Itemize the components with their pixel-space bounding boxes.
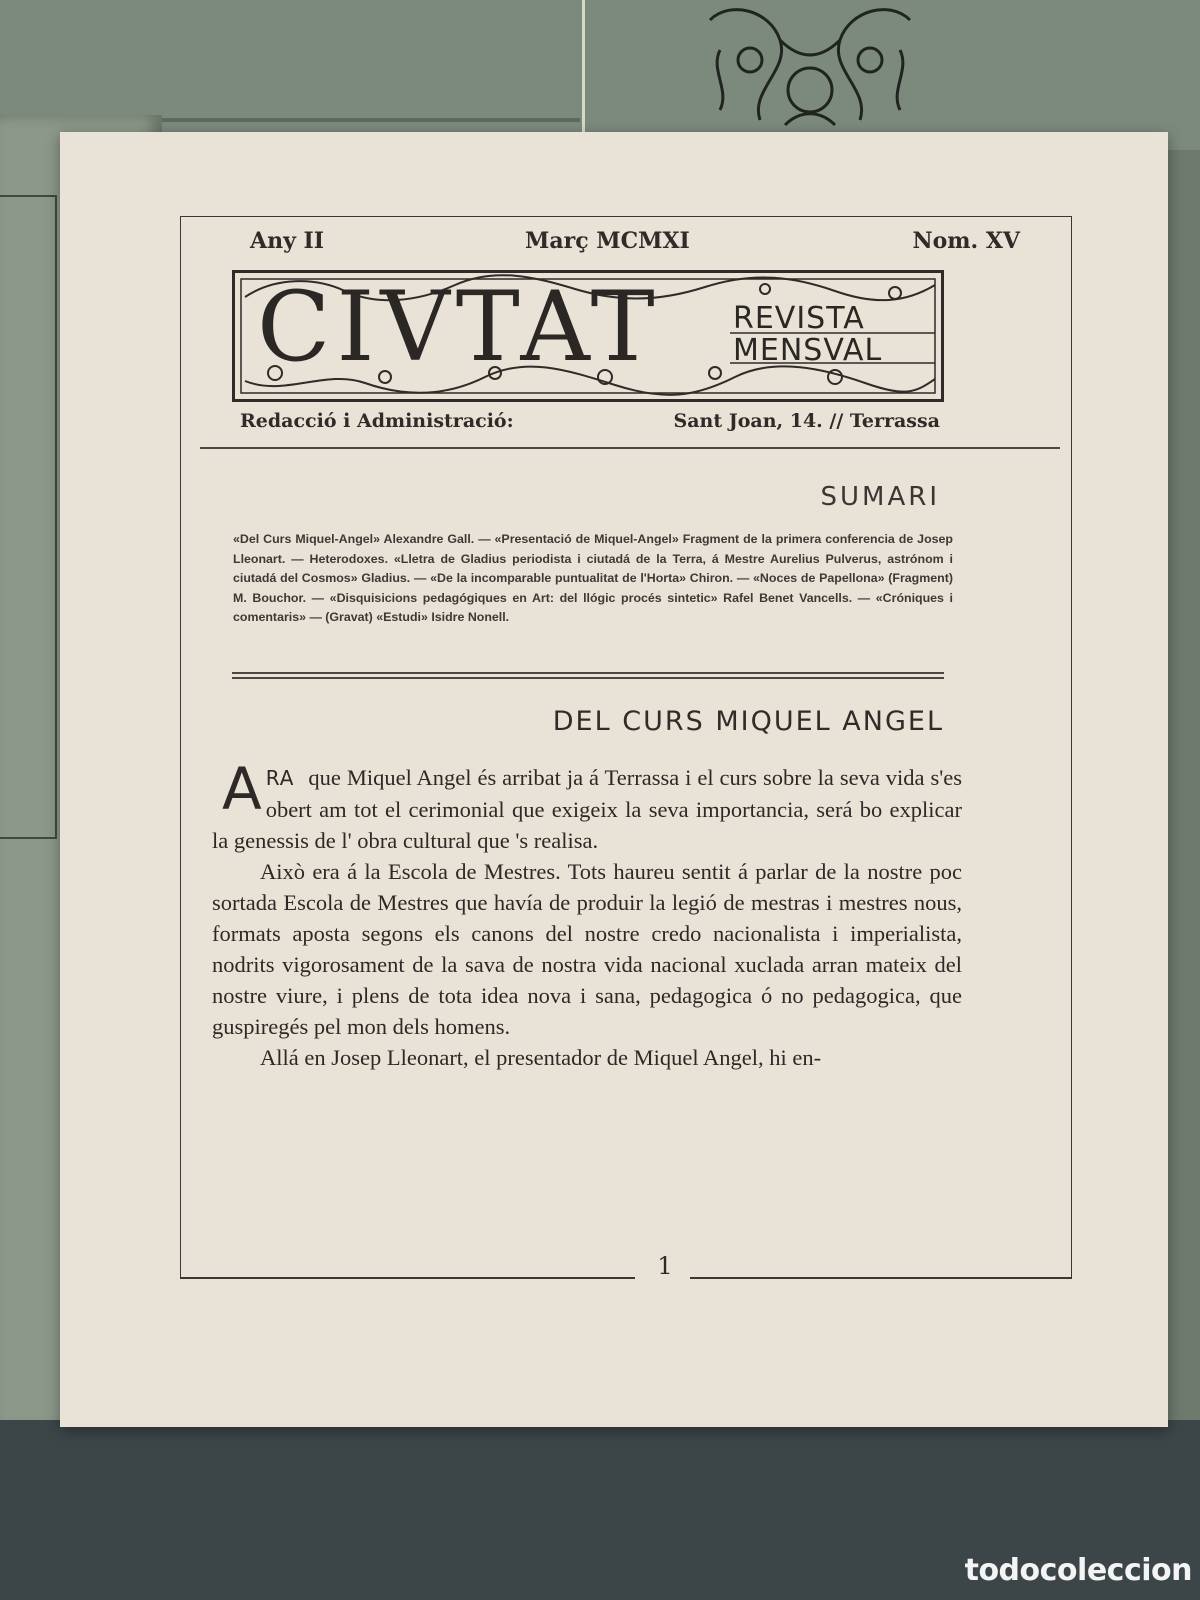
- address-street: Sant Joan, 14. // Terrassa: [673, 410, 940, 432]
- page-number: 1: [657, 1252, 673, 1280]
- footer-rule-right: [690, 1277, 1072, 1279]
- cover-seam: [582, 0, 585, 150]
- cover-frame: [0, 195, 57, 839]
- magazine-page: [60, 132, 1168, 1427]
- address-line: [240, 410, 940, 440]
- header-divider: [200, 447, 1060, 449]
- address-label: Redacció i Administració:: [240, 410, 514, 432]
- article-title: DEL CURS MIQUEL ANGEL: [552, 706, 944, 737]
- decorative-ornament-icon: [690, 0, 930, 140]
- masthead-subtitle: [733, 303, 923, 367]
- issue-header: [250, 228, 1020, 268]
- footer-rule-left: [180, 1277, 635, 1279]
- watermark: todocoleccion: [964, 1553, 1192, 1588]
- drop-cap-rest: RA: [265, 766, 295, 790]
- masthead-title: CIVTAT: [257, 271, 661, 383]
- masthead: [232, 270, 944, 402]
- drop-cap: A: [222, 755, 262, 823]
- issue-year: Any II: [250, 228, 325, 254]
- issue-number: Nom. XV: [912, 228, 1020, 254]
- issue-date: Març MCMXI: [525, 228, 690, 254]
- article-body: [212, 755, 962, 1073]
- sumari-divider-bottom: [232, 677, 944, 679]
- sumari-divider-top: [232, 672, 944, 674]
- article-paragraph: [212, 755, 962, 856]
- article-paragraph-2: Això era á la Escola de Mestres. Tots haureu sentit á parlar de la nostre poc sortada Escola de Mestres que havía de produir la legió de mestras i mestres nous, formats aposta segons els canons del nostre credo nacionalista i imperialista, nodrits vigorosament de la sava de nostra vida nacional xuclada arran mateix del nostre viure, i plens de tota idea nova i sana, pedagogica ó no pedagogica, que guspiregés pel mon dels homens.: [212, 859, 962, 1039]
- masthead-subtitle-line1: REVISTA: [733, 301, 865, 336]
- background-cover-top: [0, 0, 1200, 150]
- sumari-contents: «Del Curs Miquel-Angel» Alexandre Gall. — «Presentació de Miquel-Angel» Fragment de la primera conferencia de Josep Lleonart. — Heterodoxes. «Lletra de Gladius periodista i ciutadá de la Terra, á Mestre Aurelius Pulverus, astrónom i ciutadá del Cosmos» Gladius. — «De la incomparable puntualitat de l'Horta» Chiron. — «Noces de Papellona» (Fragment) M. Bouchor. — «Disquisicions pedagógiques en Art: del llógic procés sintetic» Rafel Benet Vancells. — «Cróniques i comentaris» — (Gravat) «Estudi» Isidre Nonell.: [233, 532, 953, 624]
- article-paragraph-3: Allá en Josep Lleonart, el presentador de Miquel Angel, hi en-: [260, 1045, 822, 1070]
- masthead-subtitle-line2: MENSVAL: [733, 333, 883, 368]
- article-paragraph-1: que Miquel Angel és arribat ja á Terrassa i el curs sobre la seva vida s'es obert am tot el cerimonial que exigeix la seva importancia, será bo explicar la genessis de l' obra cultural que 's realisa.: [212, 765, 962, 853]
- sumari-title: SUMARI: [820, 482, 940, 512]
